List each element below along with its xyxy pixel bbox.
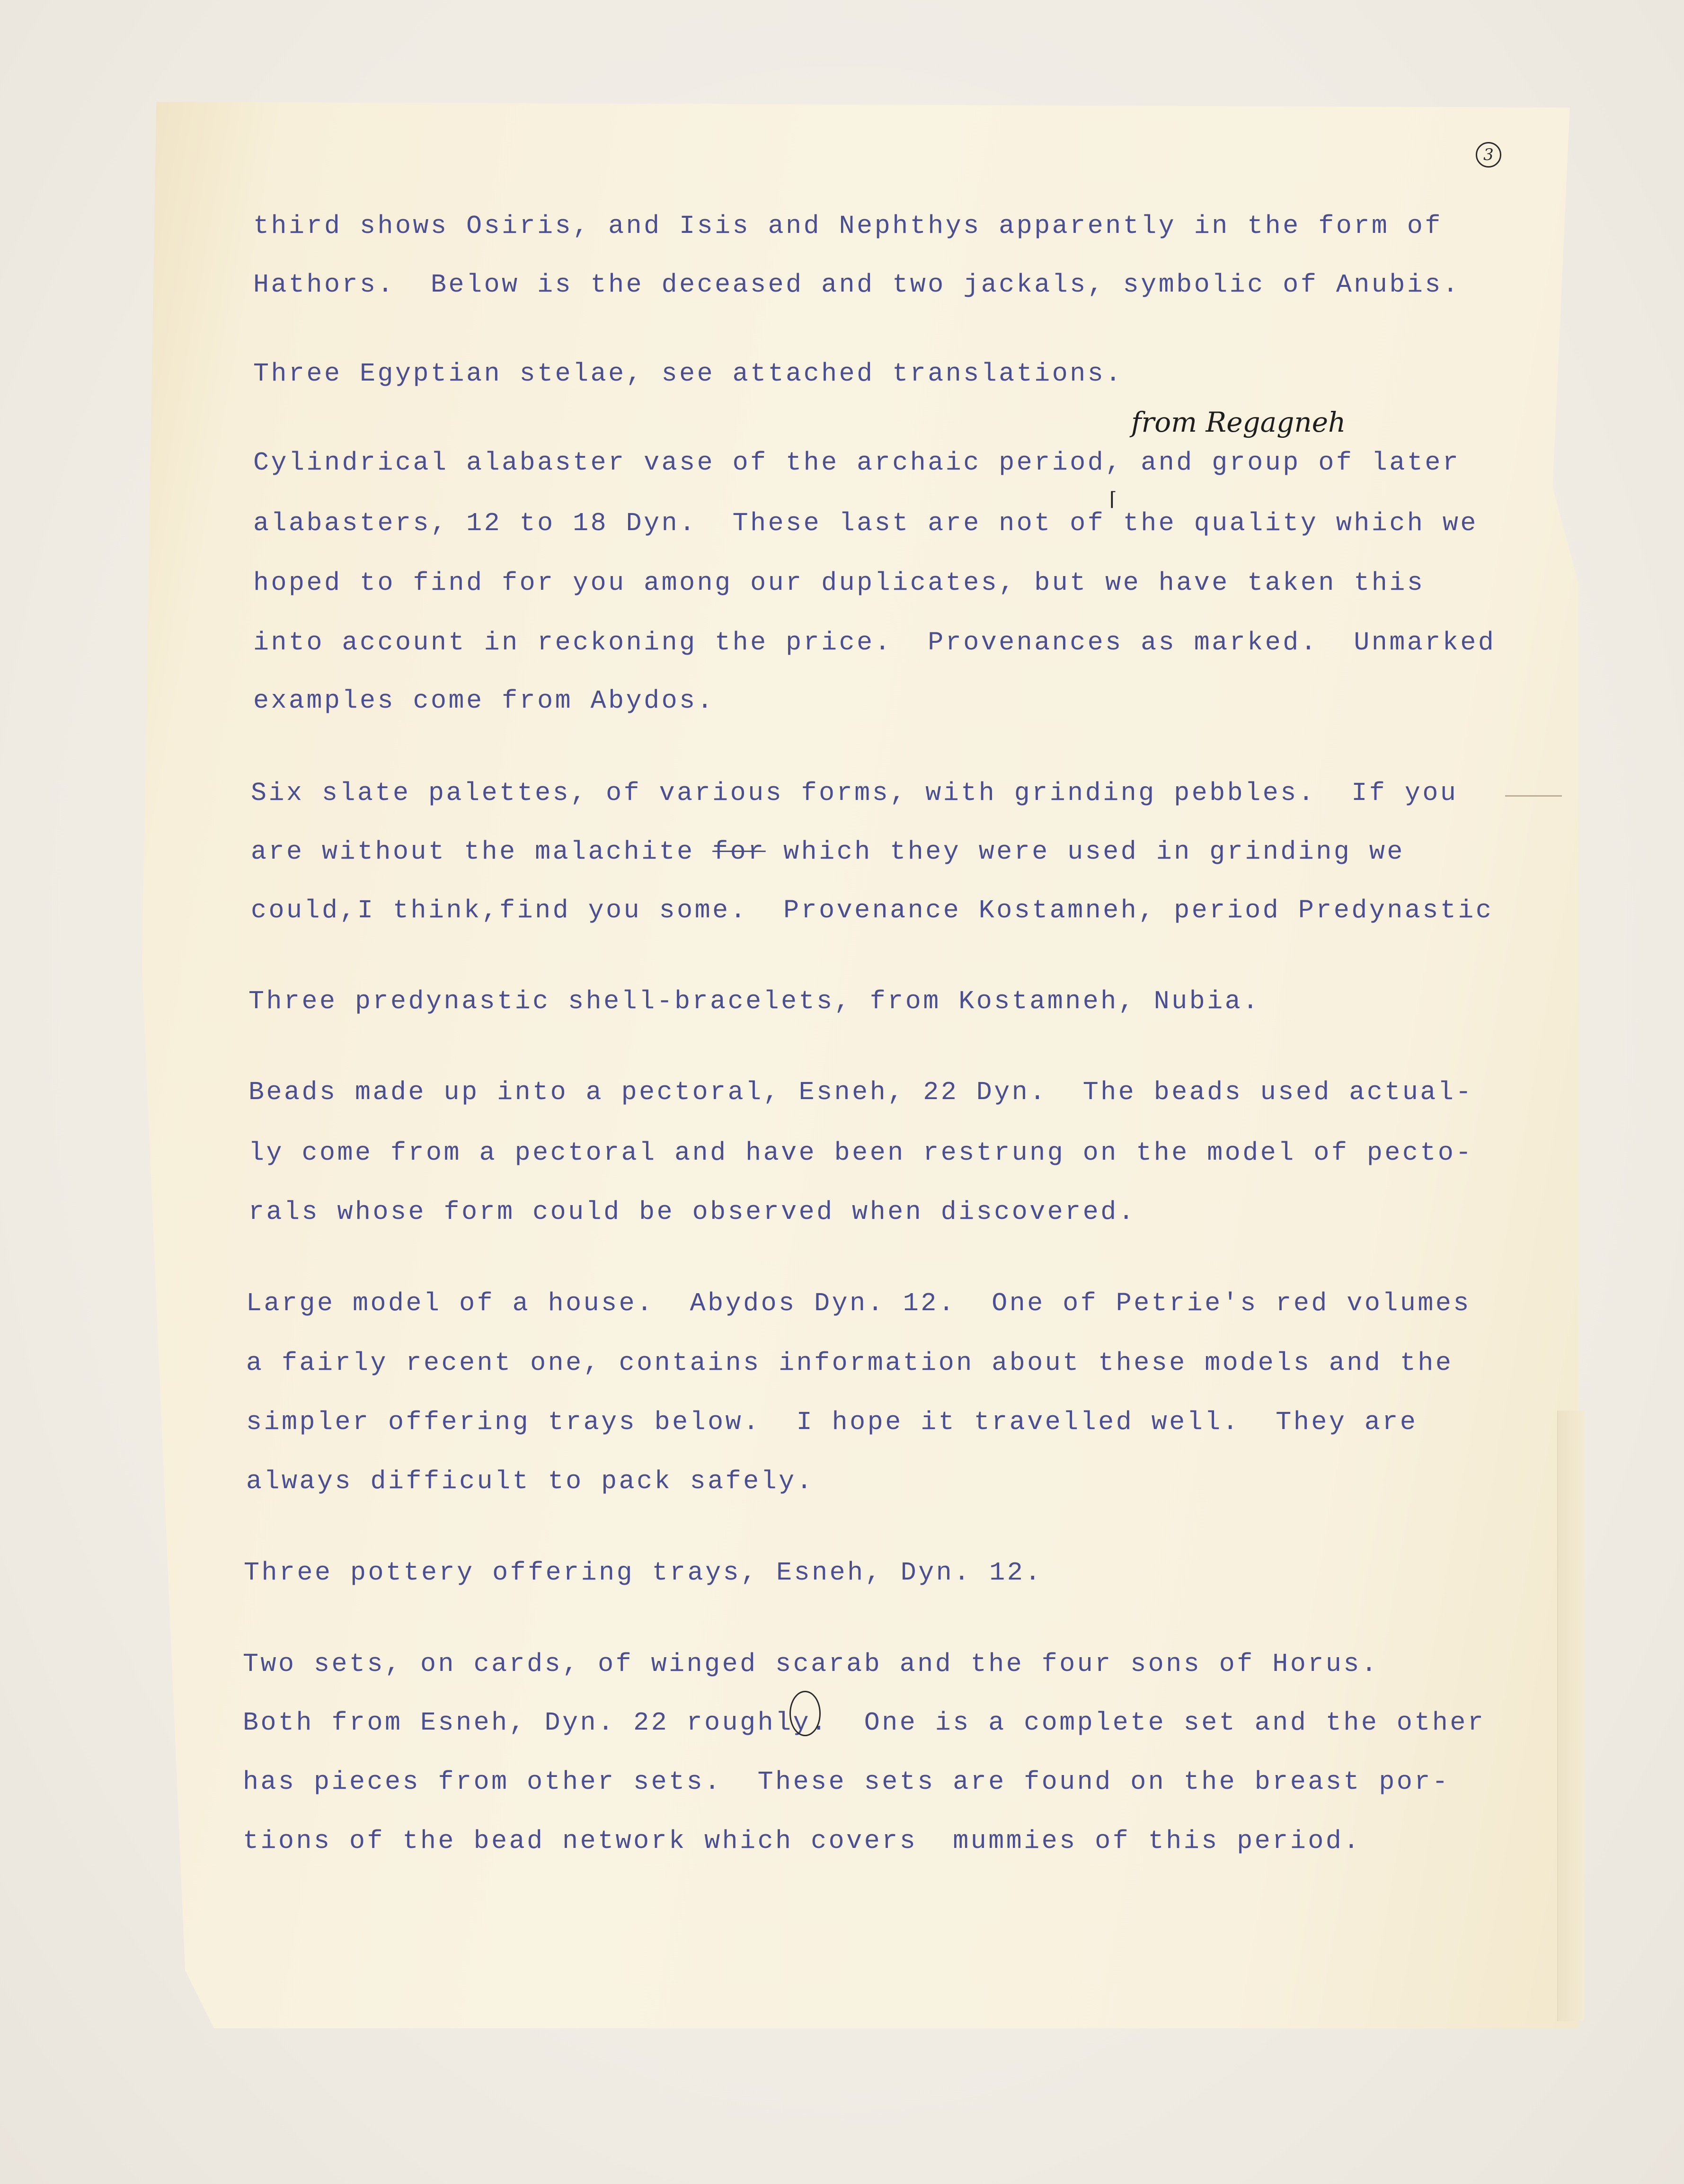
text-line-with-strike	[251, 839, 1405, 865]
text-line: has pieces from other sets. These sets are found on the breast por-	[243, 1767, 1450, 1797]
text-line: Cylindrical alabaster vase of the archaic period, and group of later	[253, 448, 1461, 478]
text-line: Large model of a house. Abydos Dyn. 12. One of Petrie's red volumes	[246, 1288, 1471, 1318]
line-start: are without the malachite	[251, 837, 713, 867]
struck-word: for	[712, 837, 766, 867]
page-number: 3	[1476, 142, 1501, 168]
text-line: third shows Osiris, and Isis and Nephthys apparently in the form of	[253, 211, 1443, 241]
text-line: simpler offering trays below. I hope it travelled well. They are	[246, 1407, 1418, 1437]
handwritten-circle-mark	[789, 1691, 821, 1736]
text-line: rals whose form could be observed when discovered.	[248, 1197, 1136, 1227]
text-line: Three pottery offering trays, Esneh, Dyn. 12.	[244, 1558, 1043, 1588]
text-line: Three Egyptian stelae, see attached translations.	[253, 359, 1123, 389]
text-line: Hathors. Below is the deceased and two jackals, symbolic of Anubis.	[253, 270, 1461, 300]
line-end: which they were used in grinding we	[765, 837, 1405, 867]
typed-page	[142, 102, 1578, 2028]
text-line: alabasters, 12 to 18 Dyn. These last are not of the quality which we	[253, 508, 1478, 538]
text-line: Six slate palettes, of various forms, with grinding pebbles. If you	[251, 778, 1458, 808]
text-line: always difficult to pack safely.	[246, 1466, 815, 1496]
text-line: into account in reckoning the price. Provenances as marked. Unmarked	[253, 628, 1496, 657]
text-line: Three predynastic shell-bracelets, from Kostamneh, Nubia.	[248, 986, 1260, 1016]
text-line: tions of the bead network which covers mummies of this period.	[243, 1826, 1361, 1856]
text-line: a fairly recent one, contains information about these models and the	[246, 1348, 1454, 1378]
page-edge	[1557, 1411, 1584, 2021]
paper-fold-mark	[1505, 795, 1562, 797]
text-line: Both from Esneh, Dyn. 22 roughly. One is a complete set and the other	[243, 1708, 1486, 1738]
handwritten-insertion: from Regagneh	[1131, 406, 1346, 438]
text-line: hoped to find for you among our duplicates, but we have taken this	[253, 568, 1425, 598]
insertion-caret: ⌈	[1109, 488, 1117, 510]
text-line: could,I think,find you some. Provenance Kostamneh, period Predynastic	[251, 896, 1494, 925]
text-line: ly come from a pectoral and have been restrung on the model of pecto-	[248, 1138, 1473, 1168]
text-line: examples come from Abydos.	[253, 686, 715, 716]
text-line: Two sets, on cards, of winged scarab and the four sons of Horus.	[243, 1649, 1379, 1679]
text-line: Beads made up into a pectoral, Esneh, 22 Dyn. The beads used actual-	[248, 1077, 1473, 1107]
